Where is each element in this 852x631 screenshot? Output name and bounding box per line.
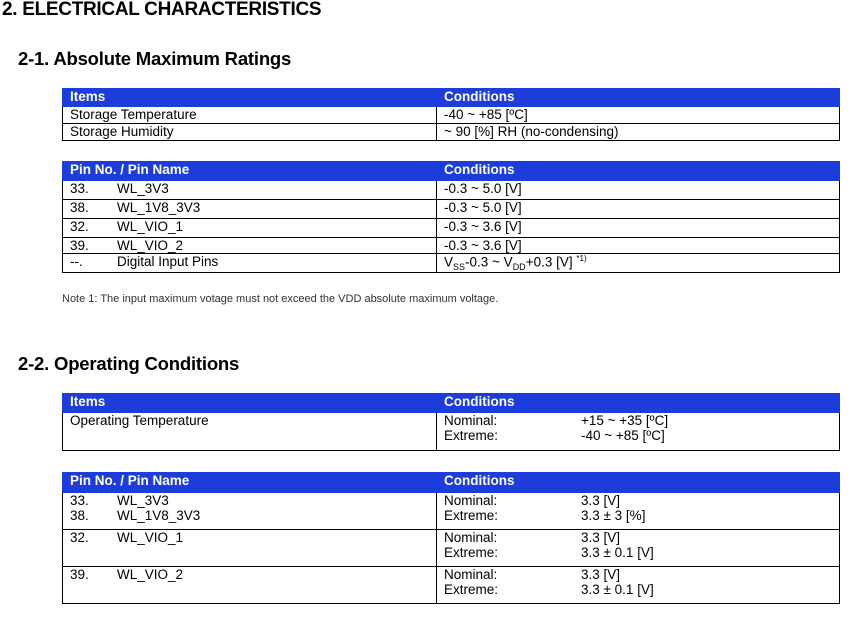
nominal-value: +15 ~ +35 [ºC] [581, 413, 669, 428]
pin-name: WL_VIO_2 [117, 238, 184, 253]
pin-cell [63, 200, 437, 219]
pin-max-table [62, 161, 840, 273]
extreme-value: 3.3 ± 0.1 [V] [581, 545, 654, 560]
footnote: Note 1: The input maximum votage must not exceed the VDD absolute maximum voltage. [62, 293, 499, 305]
table-row [63, 107, 840, 124]
table-row [63, 530, 840, 567]
pin-number: 32. [70, 530, 89, 545]
condition-cell: $V_{SS}-0.3$ ~ $V_{DD}+0.3$ [V] $^{*1)}$ [437, 254, 840, 273]
extreme-value: -40 ~ +85 [ºC] [581, 428, 665, 443]
pin-cell [63, 181, 437, 200]
footnote-marker: *1) [576, 254, 587, 263]
section-title-operating: 2-2. Operating Conditions [18, 353, 240, 374]
pin-cell [63, 219, 437, 238]
operating-pin-table [62, 472, 840, 604]
pin-name: WL_3V3 [117, 493, 169, 508]
pin-name: WL_VIO_1 [117, 219, 184, 234]
condition-cell [437, 567, 840, 604]
header-items: Items [63, 394, 437, 413]
pin-number: 39. [70, 238, 89, 253]
nominal-label: Nominal: [444, 567, 498, 582]
pin-cell [63, 238, 437, 254]
condition-cell: -0.3 ~ 3.6 [V] [437, 219, 840, 238]
pin-name: WL_VIO_2 [117, 567, 184, 582]
table-header [63, 394, 840, 413]
condition-cell [437, 530, 840, 567]
header-conditions: Conditions [437, 394, 840, 413]
pin-number: 33. [70, 493, 89, 508]
condition-cell: -0.3 ~ 3.6 [V] [437, 238, 840, 254]
header-pin: Pin No. / Pin Name [63, 473, 437, 493]
item-cell: Operating Temperature [63, 413, 437, 451]
pin-name: WL_3V3 [117, 181, 169, 196]
pin-number: 38. [70, 200, 89, 215]
nominal-label: Nominal: [444, 530, 498, 545]
nominal-value: 3.3 [V] [581, 567, 621, 582]
extreme-value: 3.3 ± 3 [%] [581, 508, 646, 523]
pin-number: 39. [70, 567, 89, 582]
condition-cell: -0.3 ~ 5.0 [V] [437, 200, 840, 219]
pin-name: WL_1V8_3V3 [117, 200, 201, 215]
header-pin: Pin No. / Pin Name [63, 162, 437, 181]
extreme-label: Extreme: [444, 545, 499, 560]
condition-cell [437, 493, 840, 530]
pin-name: Digital Input Pins [117, 254, 219, 269]
pin-number: 38. [70, 508, 89, 523]
item-cell: Storage Humidity [63, 124, 437, 141]
pin-name: WL_1V8_3V3 [117, 508, 201, 523]
pin-cell [63, 530, 437, 567]
table-row [63, 124, 840, 141]
extreme-label: Extreme: [444, 508, 499, 523]
table-header [63, 162, 840, 181]
pin-cell [63, 493, 437, 530]
pin-name: WL_VIO_1 [117, 530, 184, 545]
section-title-absolute-max: 2-1. Absolute Maximum Ratings [18, 48, 292, 69]
operating-temp-table [62, 393, 840, 451]
item-cell: Storage Temperature [63, 107, 437, 124]
table-header [63, 89, 840, 107]
table-row [63, 493, 840, 530]
table-row [63, 238, 840, 254]
nominal-label: Nominal: [444, 413, 498, 428]
table-row [63, 181, 840, 200]
nominal-value: 3.3 [V] [581, 493, 621, 508]
extreme-label: Extreme: [444, 582, 499, 597]
nominal-label: Nominal: [444, 493, 498, 508]
extreme-value: 3.3 ± 0.1 [V] [581, 582, 654, 597]
table-row [63, 219, 840, 238]
nominal-value: 3.3 [V] [581, 530, 621, 545]
pin-number: 33. [70, 181, 89, 196]
pin-cell [63, 254, 437, 273]
pin-number: --. [70, 254, 83, 269]
page-title: 2. ELECTRICAL CHARACTERISTICS [2, 0, 322, 20]
condition-cell: ~ 90 [%] RH (no-condensing) [437, 124, 840, 141]
header-items: Items [63, 89, 437, 107]
table-row [63, 413, 840, 451]
table-header [63, 473, 840, 493]
header-conditions: Conditions [437, 473, 840, 493]
condition-cell [437, 413, 840, 451]
table-row [63, 567, 840, 604]
extreme-label: Extreme: [444, 428, 499, 443]
condition-cell: -0.3 ~ 5.0 [V] [437, 181, 840, 200]
pin-cell [63, 567, 437, 604]
storage-table [62, 88, 840, 141]
header-conditions: Conditions [437, 89, 840, 107]
header-conditions: Conditions [437, 162, 840, 181]
table-row [63, 200, 840, 219]
condition-cell: -40 ~ +85 [ºC] [437, 107, 840, 124]
table-row [63, 254, 840, 273]
pin-number: 32. [70, 219, 89, 234]
